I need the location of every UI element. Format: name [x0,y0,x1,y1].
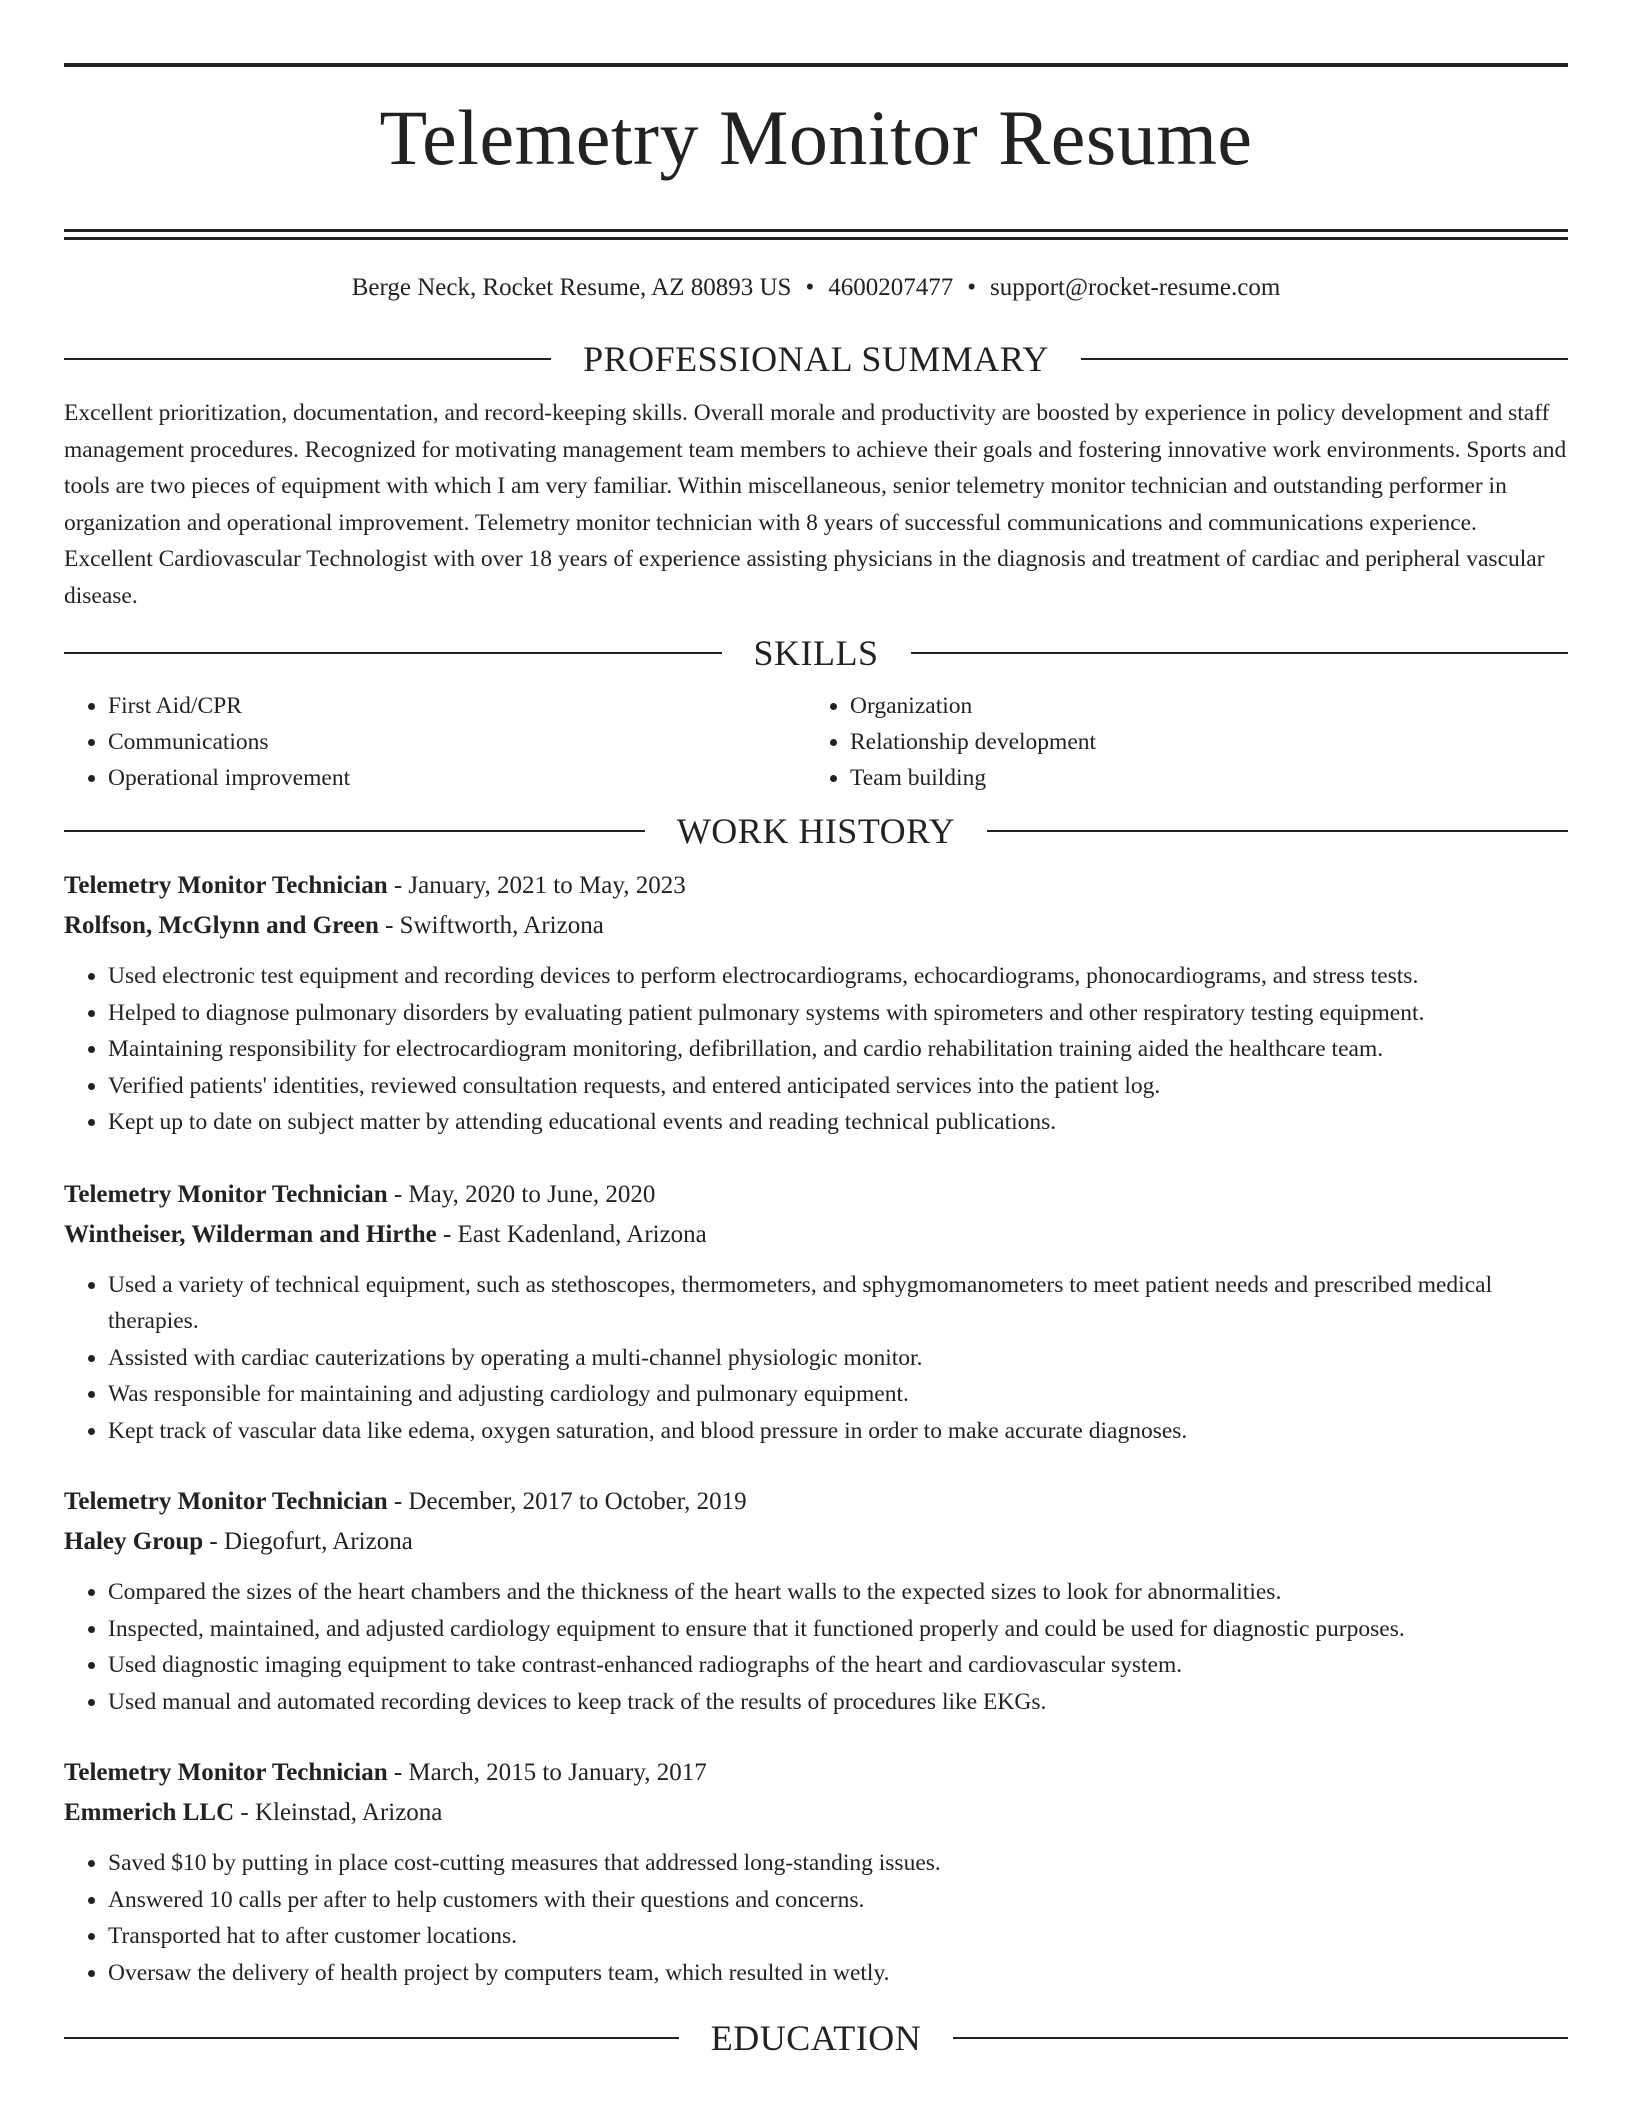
job-title-line [64,866,1568,906]
education-heading-label: EDUCATION [710,2018,922,2059]
heading-rule [911,652,1569,654]
job-bullet: • Verified patients' identities, reviewed consultation requests, and entered anticipated services into the patient log. [108,1068,1568,1105]
skill-item: • Organization [850,688,1548,724]
title-double-rule [64,229,1568,240]
job-title: Telemetry Monitor Technician [64,1488,388,1516]
contact-line [64,273,1568,303]
job-company: Haley Group [64,1528,204,1556]
job-title-line [64,1482,1568,1522]
job-title: Telemetry Monitor Technician [64,1759,388,1787]
job-entry [64,1482,1568,1720]
job-location: - Swiftworth, Arizona [378,912,604,940]
skills-columns [64,688,1568,796]
job-bullet: • Was responsible for maintaining and adjusting cardiology and pulmonary equipment. [108,1376,1568,1413]
skill-item: • First Aid/CPR [108,688,806,724]
job-dates: - January, 2021 to May, 2023 [387,872,686,900]
job-dates: - December, 2017 to October, 2019 [387,1488,747,1516]
job-title-line [64,1175,1568,1215]
job-bullet: • Saved $10 by putting in place cost-cutting measures that addressed long-standing issues. [108,1845,1568,1882]
contact-phone: 4600207477 [828,274,954,302]
skill-item: • Operational improvement [108,760,806,796]
job-dates: - March, 2015 to January, 2017 [387,1759,707,1787]
heading-rule [1081,358,1568,360]
job-entry [64,1753,1568,1991]
job-company: Wintheiser, Wilderman and Hirthe [64,1220,437,1248]
job-entry [64,866,1568,1141]
skills-heading-label: SKILLS [753,633,879,674]
summary-heading [64,339,1568,379]
heading-rule [64,652,722,654]
job-company: Rolfson, McGlynn and Green [64,912,379,940]
summary-text: Excellent prioritization, documentation, and record-keeping skills. Overall morale and productivity are boosted by experience in policy development and staff management procedures. Recognized for motivating management team members to achieve their goals and fostering innovative work environments. Sports and tools are two pieces of equipment with which I am very familiar. Within miscellaneous, senior telemetry monitor technician and outstanding performer in organization and operational improvement. Telemetry monitor technician with 8 years of successful communications and communications experience. Excellent Cardiovascular Technologist with over 18 years of experience assisting physicians in the diagnosis and treatment of cardiac and peripheral vascular disease. [64,400,1567,609]
job-location: - Diegofurt, Arizona [203,1528,413,1556]
heading-rule [953,2037,1568,2039]
job-bullets [64,958,1568,1141]
job-company-line [64,1215,1568,1255]
job-bullets [64,1267,1568,1450]
job-bullet: • Transported hat to after customer locations. [108,1918,1568,1955]
job-bullet: • Answered 10 calls per after to help customers with their questions and concerns. [108,1882,1568,1919]
skills-left-list [64,688,806,796]
job-company-line [64,1793,1568,1833]
page-title: Telemetry Monitor Resume [379,94,1253,181]
job-company-line [64,906,1568,946]
job-title-line [64,1753,1568,1793]
skill-item: • Team building [850,760,1548,796]
job-location: - East Kadenland, Arizona [436,1220,707,1248]
job-bullet: • Helped to diagnose pulmonary disorders by evaluating patient pulmonary systems with spirometers and other respiratory testing equipment. [108,995,1568,1032]
top-rule [64,63,1568,67]
job-bullet: • Oversaw the delivery of health project by computers team, which resulted in wetly. [108,1955,1568,1992]
job-bullet: • Used electronic test equipment and recording devices to perform electrocardiograms, echocardiograms, phonocardiograms, and stress tests. [108,958,1568,995]
skills-heading [64,633,1568,673]
education-heading [64,2018,1568,2058]
work-history-heading-label: WORK HISTORY [676,811,956,852]
job-bullet: • Compared the sizes of the heart chambers and the thickness of the heart walls to the expected sizes to look for abnormalities. [108,1574,1568,1611]
job-bullets [64,1845,1568,1991]
job-bullet: • Inspected, maintained, and adjusted cardiology equipment to ensure that it functioned properly and could be used for diagnostic purposes. [108,1611,1568,1648]
job-title: Telemetry Monitor Technician [64,1180,388,1208]
contact-separator: • [967,274,976,302]
job-company-line [64,1522,1568,1562]
contact-separator: • [805,274,815,302]
skills-right-list [806,688,1548,796]
job-bullet: • Used manual and automated recording devices to keep track of the results of procedures like EKGs. [108,1684,1568,1721]
job-title: Telemetry Monitor Technician [64,872,388,900]
job-location: - Kleinstad, Arizona [234,1799,443,1827]
job-bullet: • Maintaining responsibility for electrocardiogram monitoring, defibrillation, and cardio rehabilitation training aided the healthcare team. [108,1031,1568,1068]
job-entry [64,1175,1568,1450]
contact-email: support@rocket-resume.com [989,274,1281,302]
heading-rule [64,2037,679,2039]
contact-address: Berge Neck, Rocket Resume, AZ 80893 US [351,274,792,302]
heading-rule [64,830,645,832]
skill-item: • Relationship development [850,724,1548,760]
job-bullet: • Used a variety of technical equipment, such as stethoscopes, thermometers, and sphygmomanometers to meet patient needs and prescribed medical therapies. [108,1267,1568,1340]
job-bullet: • Used diagnostic imaging equipment to take contrast-enhanced radiographs of the heart and cardiovascular system. [108,1647,1568,1684]
skill-item: • Communications [108,724,806,760]
job-company: Emmerich LLC [64,1799,235,1827]
job-dates: - May, 2020 to June, 2020 [387,1180,656,1208]
job-bullet: • Kept up to date on subject matter by attending educational events and reading technical publications. [108,1104,1568,1141]
heading-rule [987,830,1568,832]
summary-heading-label: PROFESSIONAL SUMMARY [583,339,1049,380]
job-bullet: • Kept track of vascular data like edema, oxygen saturation, and blood pressure in order to make accurate diagnoses. [108,1413,1568,1450]
work-history-heading [64,811,1568,851]
job-bullets [64,1574,1568,1720]
heading-rule [64,358,551,360]
job-bullet: • Assisted with cardiac cauterizations by operating a multi-channel physiologic monitor. [108,1340,1568,1377]
resume-page [64,0,1568,2058]
